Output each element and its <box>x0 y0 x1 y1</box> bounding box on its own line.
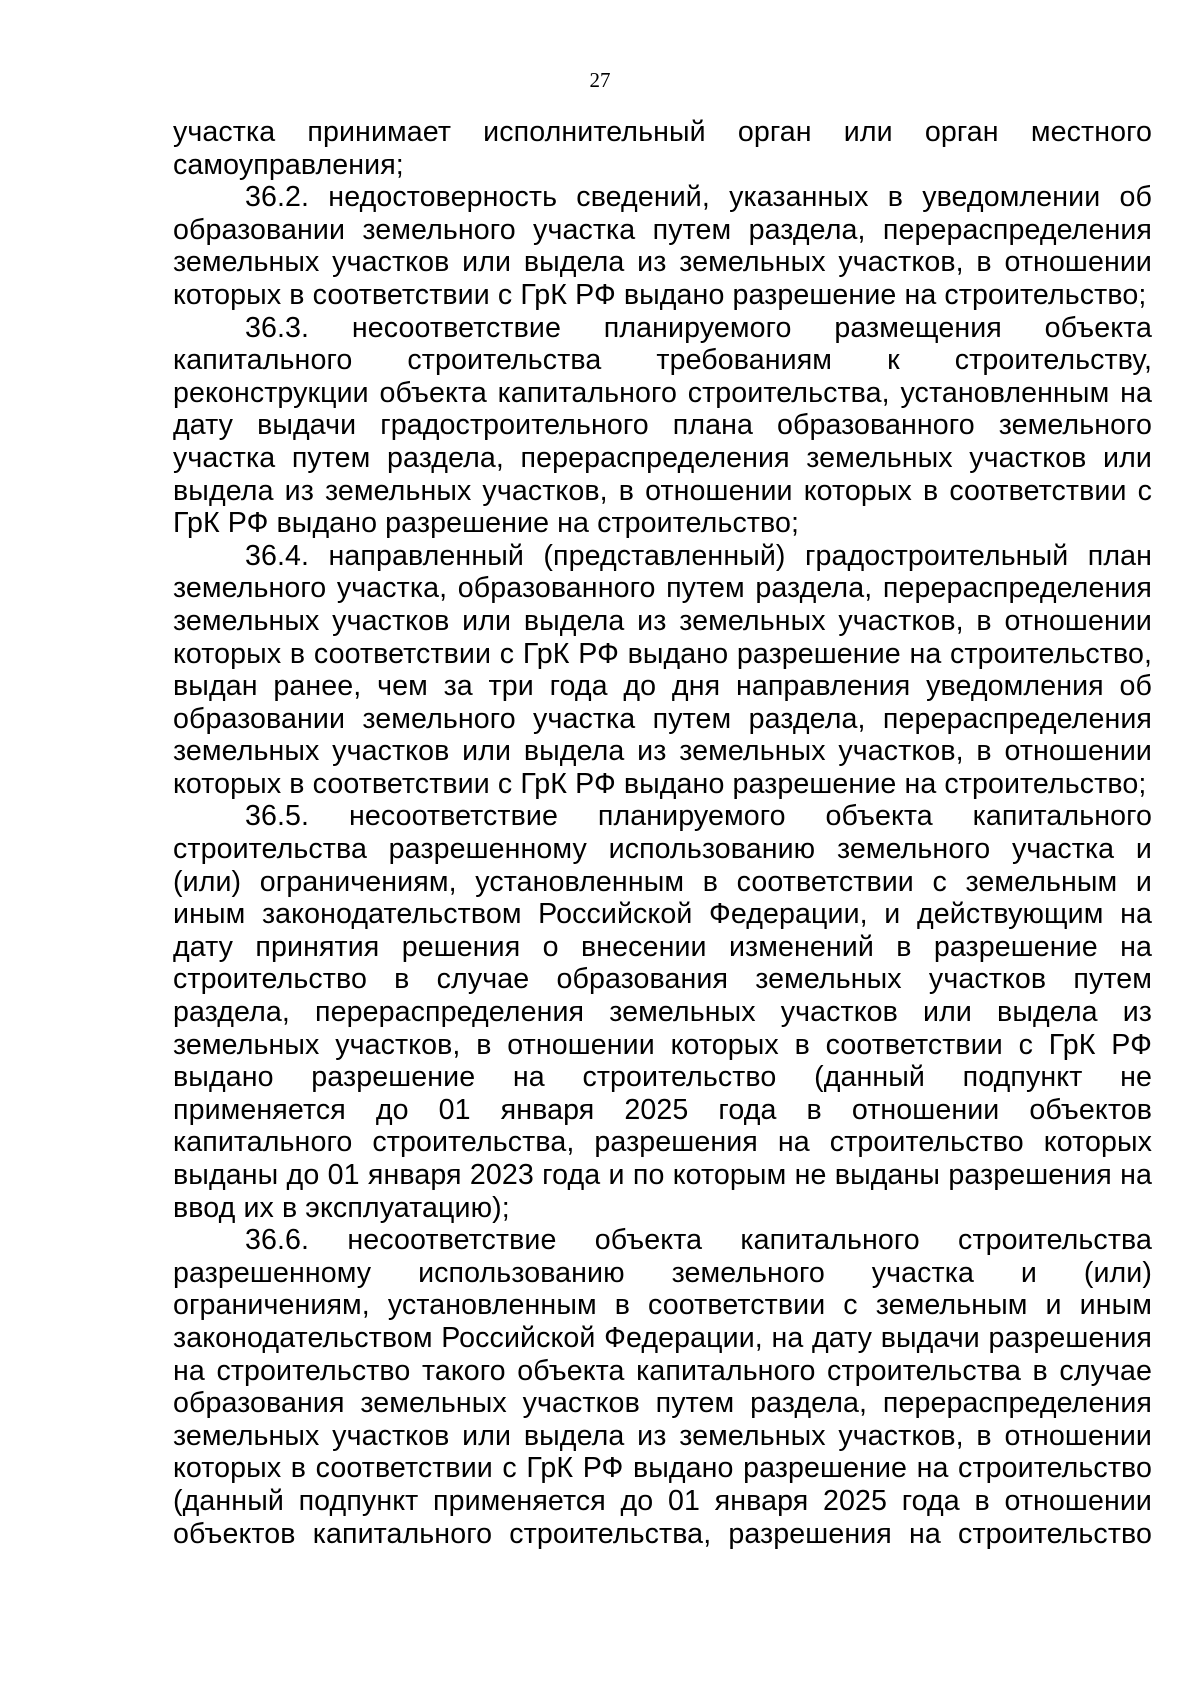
paragraph-36-5: 36.5. несоответствие планируемого объекта капитального строительства разрешенному использованию земельного участка и (или) ограничениям, установленным в соответствии с земельным и иным законодательством Российской Федерации, и действующим на дату принятия решения о внесении изменений в разрешение на строительство в случае образования земельных участков путем раздела, перераспределения земельных участков или выдела из земельных участков, в отношении которых в соответствии с ГрК РФ выдано разрешение на строительство (данный подпункт не применяется до 01 января 2025 года в отношении объектов капитального строительства, разрешения на строительство которых выданы до 01 января 2023 года и по которым не выданы разрешения на ввод их в эксплуатацию); <box>173 800 1152 1224</box>
paragraph-36-3: 36.3. несоответствие планируемого размещения объекта капитального строительства требованиям к строительству, реконструкции объекта капитального строительства, установленным на дату выдачи градостроительного плана образованного земельного участка путем раздела, перераспределения земельных участков или выдела из земельных участков, в отношении которых в соответствии с ГрК РФ выдано разрешение на строительство; <box>173 311 1152 540</box>
document-body <box>173 116 1152 1550</box>
paragraph-36-4: 36.4. направленный (представленный) градостроительный план земельного участка, образованного путем раздела, перераспределения земельных участков или выдела из земельных участков, в отношении которых в соответствии с ГрК РФ выдано разрешение на строительство, выдан ранее, чем за три года до дня направления уведомления об образовании земельного участка путем раздела, перераспределения земельных участков или выдела из земельных участков, в отношении которых в соответствии с ГрК РФ выдано разрешение на строительство; <box>173 539 1152 800</box>
paragraph-36-2: 36.2. недостоверность сведений, указанных в уведомлении об образовании земельного участка путем раздела, перераспределения земельных участков или выдела из земельных участков, в отношении которых в соответствии с ГрК РФ выдано разрешение на строительство; <box>173 181 1152 311</box>
page-number: 27 <box>589 68 611 92</box>
paragraph-36-6: 36.6. несоответствие объекта капитального строительства разрешенному использованию земельного участка и (или) ограничениям, установленным в соответствии с земельным и иным законодательством Российской Федерации, на дату выдачи разрешения на строительство такого объекта капитального строительства в случае образования земельных участков путем раздела, перераспределения земельных участков или выдела из земельных участков, в отношении которых в соответствии с ГрК РФ выдано разрешение на строительство (данный подпункт применяется до 01 января 2025 года в отношении объектов капитального строительства, разрешения на строительство <box>173 1224 1152 1550</box>
paragraph-continuation: участка принимает исполнительный орган или орган местного самоуправления; <box>173 116 1152 181</box>
